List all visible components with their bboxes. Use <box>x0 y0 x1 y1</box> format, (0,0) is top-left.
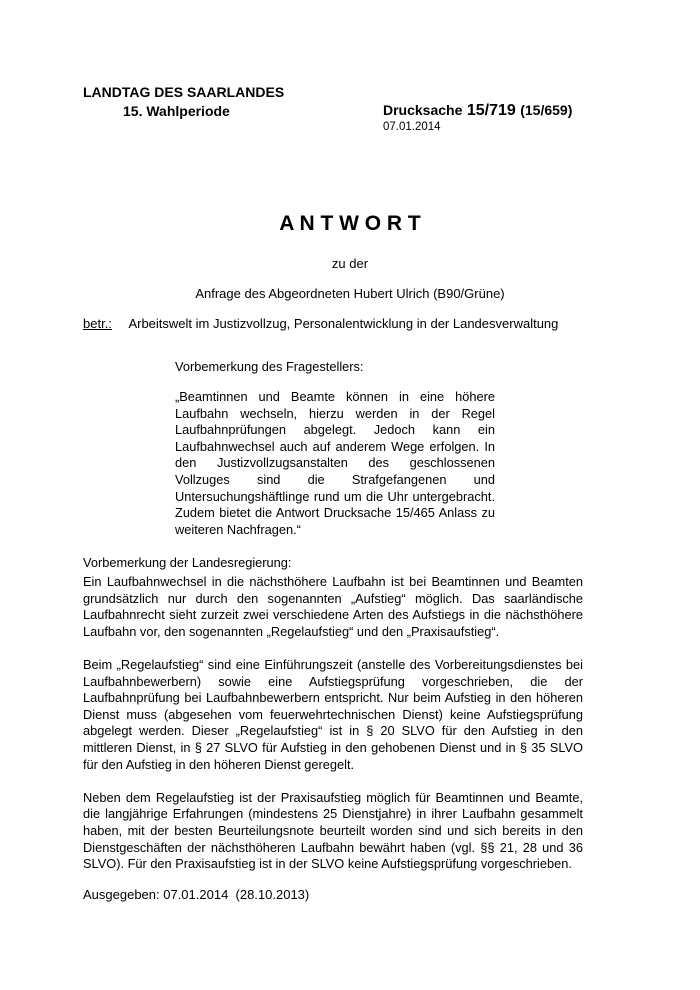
document-label: Drucksache <box>383 102 463 118</box>
subject-label: betr.: <box>83 316 112 331</box>
subject-line <box>83 316 558 331</box>
subject-text: Arbeitswelt im Justizvollzug, Personalentwicklung in der Landesverwaltung <box>128 316 559 331</box>
document-number-block <box>383 102 572 120</box>
questioner-remark-heading: Vorbemerkung des Fragestellers: <box>175 359 364 374</box>
title-connector: zu der <box>331 256 369 271</box>
document-reference: (15/659) <box>520 102 573 118</box>
page-title: A N T W O R T <box>279 212 421 235</box>
election-period: 15. Wahlperiode <box>123 103 230 119</box>
document-number: 15/719 <box>466 102 516 119</box>
government-remark-heading: Vorbemerkung der Landesregierung: <box>83 555 292 570</box>
government-remark-body <box>83 574 583 889</box>
paragraph-praxisaufstieg: Neben dem Regelaufstieg ist der Praxisaufstieg möglich für Beamtinnen und Beamte, die langjährige Erfahrungen (mindestens 25 Dienstjahre) in ihrer Laufbahn gesammelt haben, mit der besten Beurteilungsnote beurteilt worden sind und sich bereits in den Dienstgeschäften der nächsthöheren Laufbahn bewährt haben (vgl. §§ 21, 28 und 36 SLVO). Für den Praxisaufstieg ist in der SLVO keine Aufstiegsprüfung vorgeschrieben. <box>83 789 583 872</box>
paragraph-aufstieg-overview: Ein Laufbahnwechsel in die nächsthöhere Laufbahn ist bei Beamtinnen und Beamten grundsätzlich nur durch den sogenannten „Aufstieg“ möglich. Das saarländische Laufbahnrecht sieht zurzeit zwei verschiedene Arten des Aufstiegs in die nächsthöhere Laufbahn vor, den sogenannten „Regelaufstieg“ und den „Praxisaufstieg“. <box>83 574 583 639</box>
document-date: 07.01.2014 <box>383 121 441 133</box>
questioner-remark-quote: „Beamtinnen und Beamte können in eine höhere Laufbahn wechseln, hierzu werden in der Regel Laufbahnprüfungen abgelegt. Jedoch kann ein Laufbahnwechsel auch auf anderem Wege erfolgen. In den Justizvollzugsanstalten des geschlossenen Vollzuges sind die Strafgefangenen und Untersuchungshäftlinge rund um die Uhr untergebracht. Zudem bietet die Antwort Drucksache 15/465 Anlass zu weiteren Nachfragen.“ <box>175 389 495 537</box>
institution-name: LANDTAG DES SAARLANDES <box>83 84 285 100</box>
inquiry-line: Anfrage des Abgeordneten Hubert Ulrich (B90/Grüne) <box>195 286 505 301</box>
issued-date: Ausgegeben: 07.01.2014 (28.10.2013) <box>83 887 310 902</box>
paragraph-regelaufstieg: Beim „Regelaufstieg“ sind eine Einführungszeit (anstelle des Vorbereitungsdienstes bei Laufbahnbewerbern) sowie eine Aufstiegsprüfung vorgeschrieben, die der Laufbahnprüfung bei Laufbahnbewerbern entspricht. Nur beim Aufstieg in den höheren Dienst muss (abgesehen vom feuerwehrtechnischen Dienst) keine Aufstiegsprüfung abgelegt werden. Dieser „Regelaufstieg“ ist in § 20 SLVO für den Aufstieg in den mittleren Dienst, in § 27 SLVO für Aufstieg in den gehobenen Dienst und in § 35 SLVO für den Aufstieg in den höheren Dienst geregelt. <box>83 656 583 772</box>
